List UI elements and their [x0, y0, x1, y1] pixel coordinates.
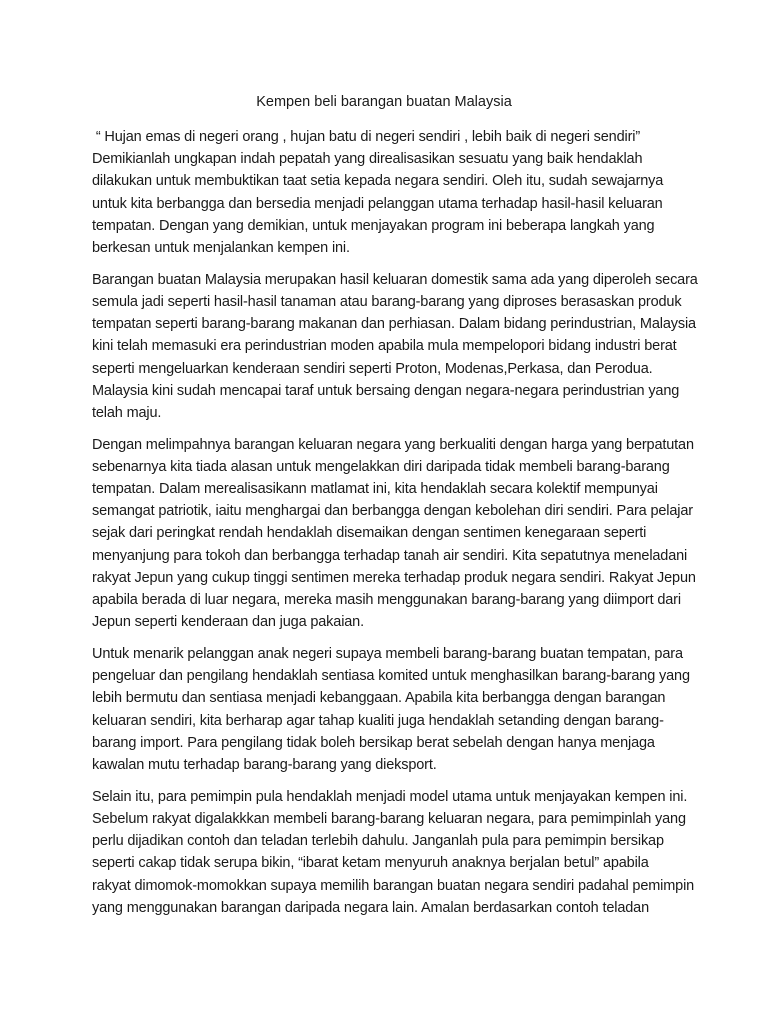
text-line: rakyat Jepun yang cukup tinggi sentimen mereka terhadap produk negara sendiri. Rakyat Jepun: [92, 569, 696, 586]
text-line: “ Hujan emas di negeri orang , hujan batu di negeri sendiri , lebih baik di negeri sendiri”: [92, 129, 640, 145]
paragraph-5: [92, 786, 695, 919]
paragraph-3: [92, 434, 696, 634]
text-line: Selain itu, para pemimpin pula hendaklah menjadi model utama untuk menjayakan kempen ini.: [92, 788, 688, 805]
text-line: telah maju.: [92, 404, 162, 421]
text-line: keluaran sendiri, kita berharap agar tahap kualiti juga hendaklah setanding dengan barang-: [92, 712, 664, 729]
text-line: rakyat dimomok-momokkan supaya memilih barangan buatan negara sendiri padahal pemimpin: [92, 877, 695, 894]
text-line: lebih bermutu dan sentiasa menjadi kebanggaan. Apabila kita berbangga dengan barangan: [92, 690, 666, 707]
text-line: apabila berada di luar negara, mereka masih menggunakan barang-barang yang diimport dari: [92, 592, 681, 609]
text-line: sebenarnya kita tiada alasan untuk mengelakkan diri daripada tidak membeli barang-barang: [92, 458, 670, 475]
text-line: kawalan mutu terhadap barang-barang yang dieksport.: [92, 756, 437, 773]
text-line: pengeluar dan pengilang hendaklah sentiasa komited untuk menghasilkan barang-barang yang: [92, 668, 690, 685]
text-line: Jepun seperti kenderaan dan juga pakaian.: [92, 614, 364, 631]
text-line: barang import. Para pengilang tidak boleh bersikap berat sebelah dengan hanya menjaga: [92, 734, 655, 751]
text-line: dilakukan untuk membuktikan taat setia kepada negara sendiri. Oleh itu, sudah sewajarnya: [92, 173, 664, 190]
text-line: perlu dijadikan contoh dan teladan terlebih dahulu. Janganlah pula para pemimpin bersikap: [92, 833, 664, 850]
text-line: kini telah memasuki era perindustrian moden apabila mula mempelopori bidang industri berat: [92, 338, 677, 355]
document-body: [92, 126, 698, 928]
document-title: Kempen beli barangan buatan Malaysia: [256, 94, 512, 110]
text-line: Demikianlah ungkapan indah pepatah yang direalisasikan sesuatu yang baik hendaklah: [92, 151, 643, 168]
text-line: seperti cakap tidak serupa bikin, “ibarat ketam menyuruh anaknya berjalan betul” apabila: [92, 855, 649, 872]
text-line: seperti mengeluarkan kenderaan sendiri seperti Proton, Modenas,Perkasa, dan Perodua.: [92, 360, 653, 377]
text-line: tempatan. Dengan yang demikian, untuk menjayakan program ini beberapa langkah yang: [92, 217, 655, 234]
text-line: berkesan untuk menjalankan kempen ini.: [92, 240, 350, 257]
text-line: yang menggunakan barangan daripada negara lain. Amalan berdasarkan contoh teladan: [92, 899, 649, 916]
text-line: Barangan buatan Malaysia merupakan hasil keluaran domestik sama ada yang diperoleh secara: [92, 271, 698, 288]
text-line: Malaysia kini sudah mencapai taraf untuk bersaing dengan negara-negara perindustrian yang: [92, 382, 680, 399]
text-line: semula jadi seperti hasil-hasil tanaman atau barang-barang yang diproses berasaskan produk: [92, 293, 682, 310]
paragraph-4: [92, 643, 692, 776]
text-line: menyanjung para tokoh dan berbangga terhadap tanah air sendiri. Kita sepatutnya meneladani: [92, 547, 688, 564]
text-line: semangat patriotik, iaitu menghargai dan berbangga dengan kebolehan diri sendiri. Para pelajar: [92, 503, 693, 520]
text-line: tempatan. Dalam merealisasikann matlamat ini, kita hendaklah secara kolektif mempunyai: [92, 481, 658, 498]
paragraph-2: [92, 269, 698, 424]
text-line: Untuk menarik pelanggan anak negeri supaya membeli barang-barang buatan tempatan, para: [92, 645, 683, 662]
text-line: Dengan melimpahnya barangan keluaran negara yang berkualiti dengan harga yang berpatutan: [92, 436, 694, 453]
text-line: sejak dari peringkat rendah hendaklah disemaikan dengan sentimen kenegaraan seperti: [92, 525, 647, 542]
paragraph-1: [92, 126, 692, 259]
text-line: tempatan seperti barang-barang makanan dan perhiasan. Dalam bidang perindustrian, Malaysia: [92, 316, 696, 333]
text-line: Sebelum rakyat digalakkkan membeli barang-barang keluaran negara, para pemimpinlah yang: [92, 810, 686, 827]
text-line: untuk kita berbangga dan bersedia menjadi pelanggan utama terhadap hasil-hasil keluaran: [92, 195, 663, 212]
